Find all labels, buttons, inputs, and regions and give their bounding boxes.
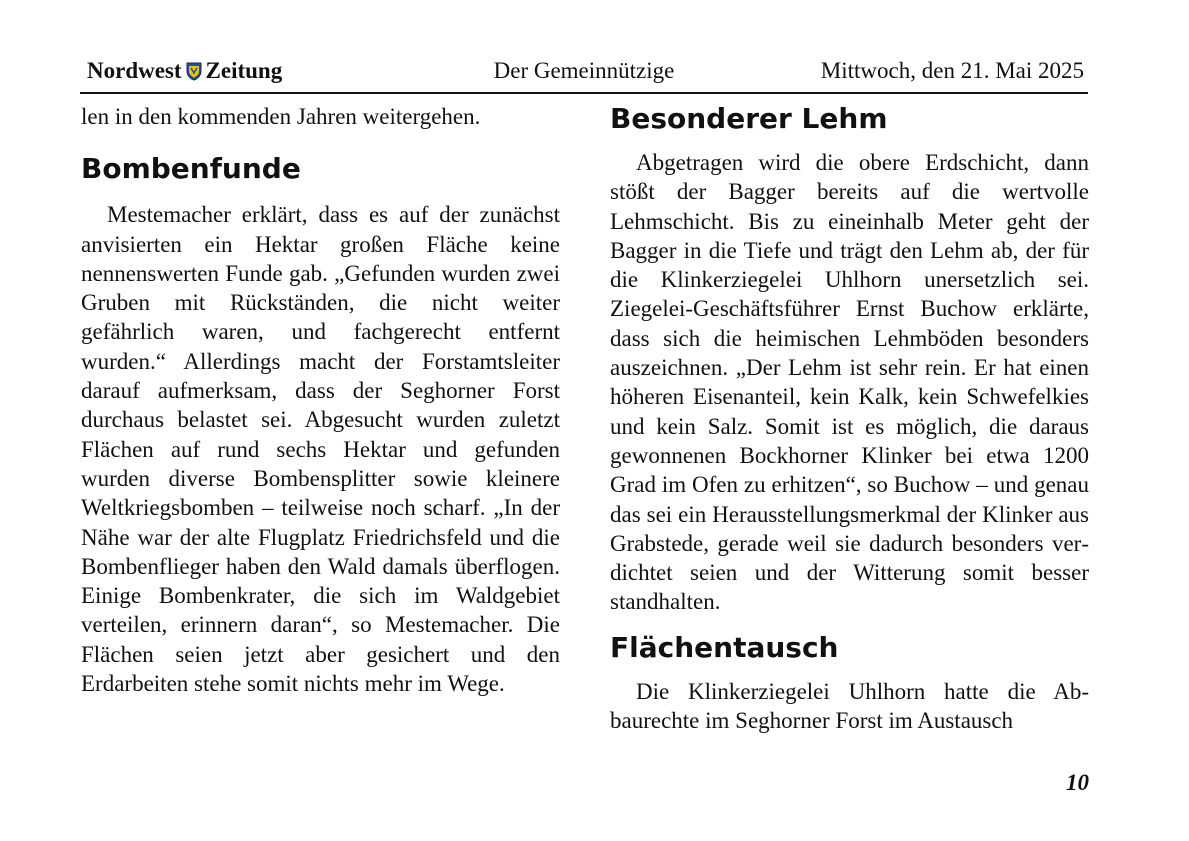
paragraph-besonderer-lehm: Abgetragen wird die obere Erdschicht, dann stößt der Bagger bereits auf die wertvolle Lehmschicht. Bis zu eineinhalb Meter geht der Bagger in die Tiefe und trägt den Lehm ab, der für die Klinkerziegelei Uhlhorn unersetzlich sei. Ziegelei-Geschäftsführer Ernst Buchow erklärte, dass sich die heimischen Lehmböden besonders auszeichnen. „Der Lehm ist sehr rein. Er hat einen höheren Eisenanteil, kein Kalk, kein Schwefelkies und kein Salz. Somit ist es möglich, die daraus gewonnenen Bockhorner Klinker bei etwa 1200 Grad im Ofen zu erhitzen“, so Buchow – und genau das sei ein Herausstellungsmerkmal der Klinker aus Grabstede, gerade weil sie dadurch besonders verdichtet seien und der Witterung somit besser standhalten. xyxy=(610,150,1089,615)
section-title: Der Gemeinnützige xyxy=(493,58,675,83)
right-column xyxy=(610,102,1089,735)
masthead-right: Zeitung xyxy=(205,58,283,83)
heading-flaechentausch: Flächentausch xyxy=(610,630,839,664)
paragraph-bombenfunde: Mestemacher erklärt, dass es auf der zunächst anvisierten ein Hektar großen Fläche keine nennenswerten Funde gab. „Gefunden wurden zwei Gruben mit Rückständen, die nicht weiter gefährlich waren, und fachgerecht entfernt wurden.“ Allerdings macht der Forstamtsleiter darauf aufmerksam, dass der Seghorner Forst durchaus belastet sei. Abgesucht wurden zuletzt Flächen auf rund sechs Hektar und gefunden wurden diverse Bombensplitter sowie kleinere Weltkriegsbomben – teilweise noch scharf. „In der Nähe war der alte Flugplatz Friedrichsfeld und die Bombenflieger haben den Wald damals überflogen. Einige Bombenkrater, die sich im Waldgebiet verteilen, erinnern daran“, so Mestemacher. Die Flächen seien jetzt aber gesichert und den Erdarbeiten stehe somit nichts mehr im Wege. xyxy=(81,202,560,697)
page-header xyxy=(80,58,1088,94)
page-number: 10 xyxy=(1066,770,1089,795)
intro-line: len in den kommenden Jahren weitergehen. xyxy=(81,104,481,129)
issue-date: Mittwoch, den 21. Mai 2025 xyxy=(820,58,1084,83)
heading-bombenfunde: Bombenfunde xyxy=(81,152,301,186)
masthead-left: Nordwest xyxy=(87,58,182,83)
paragraph-flaechentausch: Die Klinkerziegelei Uhlhorn hatte die Abbaurechte im Seghorner Forst im Austausch xyxy=(610,678,1089,734)
left-column xyxy=(81,102,560,698)
heading-besonderer-lehm: Besonderer Lehm xyxy=(610,102,888,135)
